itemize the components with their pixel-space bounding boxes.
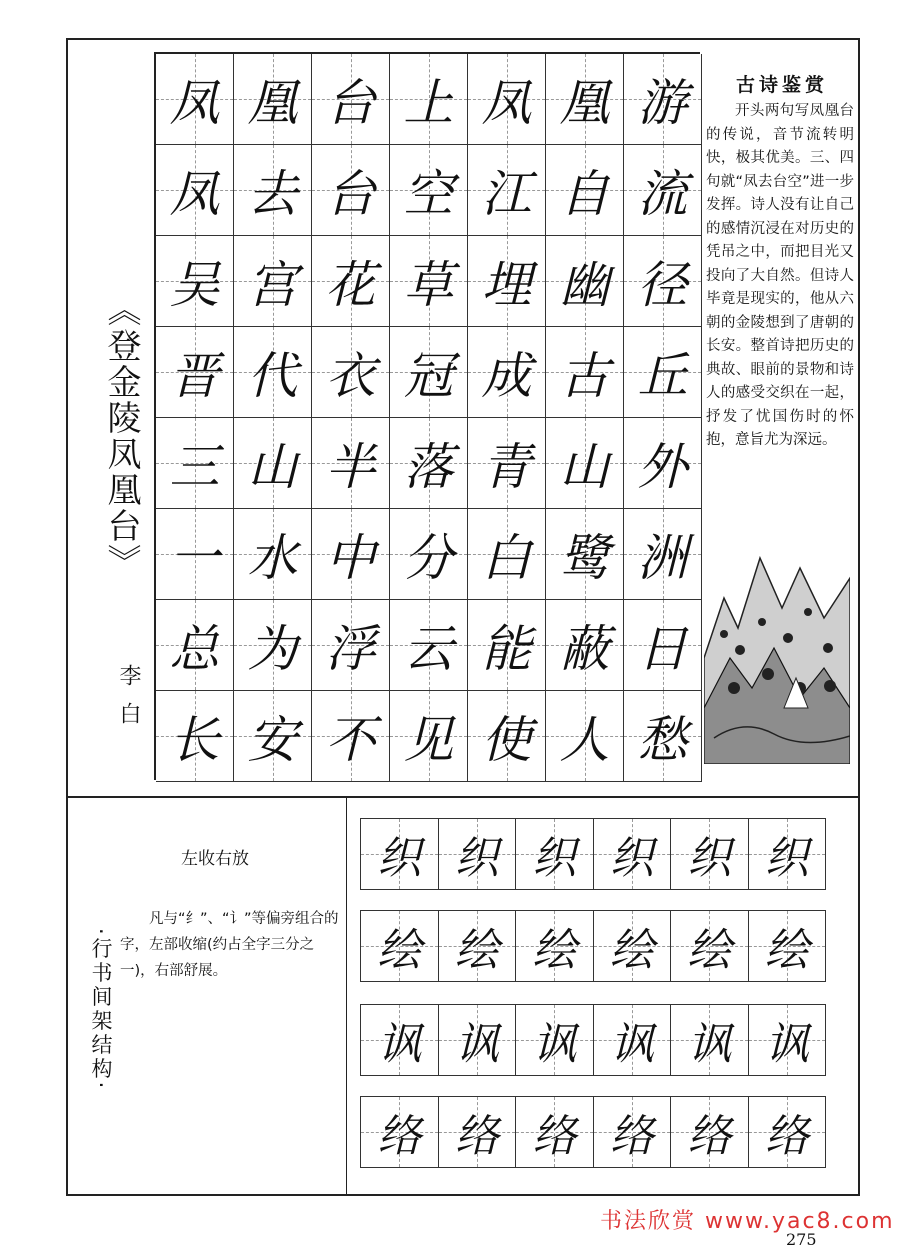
- poem-character: 浮: [325, 620, 376, 678]
- practice-cell: [439, 1005, 517, 1076]
- poem-character: 代: [247, 347, 298, 405]
- poem-cell: [312, 236, 390, 327]
- practice-cell: [361, 911, 439, 982]
- poem-character: 外: [637, 438, 688, 496]
- poem-cell: [156, 145, 234, 236]
- poem-cell: [624, 418, 702, 509]
- poem-cell: [468, 236, 546, 327]
- practice-cell: [516, 1097, 594, 1168]
- practice-character: 络: [764, 1111, 809, 1162]
- poem-cell: [156, 327, 234, 418]
- poem-character: 半: [325, 438, 376, 496]
- practice-cell: [671, 1005, 749, 1076]
- practice-character: 织: [377, 833, 422, 884]
- poem-character: 落: [403, 438, 454, 496]
- poem-character: 总: [169, 620, 220, 678]
- poem-cell: [390, 509, 468, 600]
- practice-row: [360, 910, 826, 982]
- practice-cell: [439, 1097, 517, 1168]
- poem-character: 空: [403, 165, 454, 223]
- poem-cell: [624, 600, 702, 691]
- section-description: 凡与“纟”、“讠”等偏旁组合的字，左部收缩(约占全字三分之一)，右部舒展。: [120, 911, 339, 979]
- practice-character: 织: [532, 833, 577, 884]
- poem-character: 花: [325, 256, 376, 314]
- poem-character: 使: [481, 711, 532, 769]
- poem-character: 愁: [637, 711, 688, 769]
- poem-character: 水: [247, 529, 298, 587]
- page-number: 275: [786, 1230, 817, 1249]
- poem-character: 安: [247, 711, 298, 769]
- note-text: 开头两句写凤凰台的传说，音节流转明快，极其优美。三、四句就“凤去台空”进一步发挥。诗人没有让自己的感情沉浸在对历史的凭吊之中，而把目光又投向了大自然。但诗人毕竟是现实的，他从六朝的金陵想到了唐朝的长安。整首诗把历史的典故、眼前的景物和诗人的感受交织在一起，抒发了忧国伤时的怀抱，意旨尤为深远。: [706, 103, 854, 448]
- poem-character: 白: [481, 529, 532, 587]
- poem-character: 埋: [481, 256, 532, 314]
- poem-cell: [546, 145, 624, 236]
- poem-cell: [312, 327, 390, 418]
- practice-character: 讽: [687, 1019, 732, 1070]
- poem-character: 凰: [247, 74, 298, 132]
- practice-character: 络: [377, 1111, 422, 1162]
- poem-character: 江: [481, 165, 532, 223]
- practice-cell: [749, 1097, 827, 1168]
- practice-character: 织: [609, 833, 654, 884]
- practice-cell: [439, 911, 517, 982]
- practice-cell: [749, 1005, 827, 1076]
- practice-character: 绘: [532, 925, 577, 976]
- poem-character: 冠: [403, 347, 454, 405]
- poem-cell: [312, 145, 390, 236]
- practice-cell: [594, 1005, 672, 1076]
- poem-cell: [234, 145, 312, 236]
- practice-row: [360, 1004, 826, 1076]
- practice-character: 讽: [377, 1019, 422, 1070]
- practice-character: 绘: [687, 925, 732, 976]
- practice-cell: [749, 911, 827, 982]
- poem-cell: [312, 54, 390, 145]
- poem-character: 成: [481, 347, 532, 405]
- poem-character: 台: [325, 165, 376, 223]
- practice-character: 织: [687, 833, 732, 884]
- practice-cell: [516, 819, 594, 890]
- poem-character: 流: [637, 165, 688, 223]
- practice-character: 络: [532, 1111, 577, 1162]
- practice-cell: [516, 1005, 594, 1076]
- poem-character: 丘: [637, 347, 688, 405]
- practice-character: 绘: [454, 925, 499, 976]
- poem-cell: [156, 418, 234, 509]
- practice-row: [360, 1096, 826, 1168]
- poem-cell: [468, 691, 546, 782]
- poem-cell: [390, 145, 468, 236]
- poem-character: 草: [403, 256, 454, 314]
- poem-cell: [234, 54, 312, 145]
- poem-cell: [234, 600, 312, 691]
- practice-cell: [671, 819, 749, 890]
- poem-character: 台: [325, 74, 376, 132]
- practice-cell: [671, 1097, 749, 1168]
- poem-character: 晋: [169, 347, 220, 405]
- poem-cell: [390, 600, 468, 691]
- poem-cell: [468, 327, 546, 418]
- poem-character: 分: [403, 529, 454, 587]
- poem-cell: [312, 509, 390, 600]
- poem-cell: [312, 418, 390, 509]
- poem-character: 凤: [481, 74, 532, 132]
- poem-cell: [468, 145, 546, 236]
- poem-cell: [546, 691, 624, 782]
- practice-character: 讽: [609, 1019, 654, 1070]
- poem-cell: [546, 54, 624, 145]
- section-divider: [66, 796, 860, 798]
- poem-cell: [156, 691, 234, 782]
- poem-cell: [390, 54, 468, 145]
- poem-cell: [468, 54, 546, 145]
- poem-character: 上: [403, 74, 454, 132]
- landscape-illustration: [704, 538, 850, 764]
- poem-character: 三: [169, 438, 220, 496]
- practice-cell: [749, 819, 827, 890]
- poem-character: 中: [325, 529, 376, 587]
- practice-character: 织: [454, 833, 499, 884]
- poem-cell: [624, 54, 702, 145]
- poem-cell: [390, 691, 468, 782]
- poem-cell: [390, 327, 468, 418]
- practice-row: [360, 818, 826, 890]
- poem-grid: [154, 52, 700, 780]
- practice-cell: [361, 1005, 439, 1076]
- poem-cell: [546, 509, 624, 600]
- poem-cell: [390, 418, 468, 509]
- poem-character: 山: [559, 438, 610, 496]
- practice-cell: [594, 1097, 672, 1168]
- practice-character: 讽: [454, 1019, 499, 1070]
- poem-character: 一: [169, 529, 220, 587]
- poem-cell: [546, 418, 624, 509]
- poem-character: 宫: [247, 256, 298, 314]
- poem-cell: [156, 600, 234, 691]
- poem-cell: [546, 600, 624, 691]
- poem-character: 青: [481, 438, 532, 496]
- poem-character: 幽: [559, 256, 610, 314]
- practice-cell: [516, 911, 594, 982]
- section-vertical-title: ·行书间架结构·: [89, 928, 113, 1092]
- site-brand: 书法欣赏 www.yac8.com: [600, 1209, 895, 1234]
- practice-cell: [361, 819, 439, 890]
- poem-character: 不: [325, 711, 376, 769]
- practice-cell: [439, 819, 517, 890]
- poem-character: 蔽: [559, 620, 610, 678]
- poem-cell: [312, 600, 390, 691]
- practice-cell: [594, 819, 672, 890]
- poem-character: 见: [403, 711, 454, 769]
- practice-character: 绘: [764, 925, 809, 976]
- poem-character: 自: [559, 165, 610, 223]
- practice-character: 讽: [532, 1019, 577, 1070]
- poem-character: 长: [169, 711, 220, 769]
- poem-character: 日: [637, 620, 688, 678]
- poem-cell: [546, 236, 624, 327]
- practice-character: 织: [764, 833, 809, 884]
- poem-author: 李白: [116, 664, 141, 740]
- poem-character: 为: [247, 620, 298, 678]
- poem-cell: [624, 236, 702, 327]
- poem-cell: [624, 509, 702, 600]
- note-title: 古诗鉴赏: [735, 74, 828, 96]
- practice-character: 绘: [377, 925, 422, 976]
- poem-cell: [234, 418, 312, 509]
- poem-character: 凤: [169, 74, 220, 132]
- poem-character: 凤: [169, 165, 220, 223]
- poem-cell: [156, 54, 234, 145]
- poem-cell: [156, 236, 234, 327]
- poem-character: 山: [247, 438, 298, 496]
- practice-cell: [361, 1097, 439, 1168]
- practice-cell: [671, 911, 749, 982]
- poem-cell: [624, 327, 702, 418]
- poem-character: 鹭: [559, 529, 610, 587]
- poem-character: 云: [403, 620, 454, 678]
- poem-cell: [234, 691, 312, 782]
- poem-character: 衣: [325, 347, 376, 405]
- poem-cell: [546, 327, 624, 418]
- poem-character: 凰: [559, 74, 610, 132]
- practice-character: 绘: [609, 925, 654, 976]
- poem-character: 径: [637, 256, 688, 314]
- poem-cell: [624, 691, 702, 782]
- poem-character: 能: [481, 620, 532, 678]
- poem-character: 洲: [637, 529, 688, 587]
- poem-cell: [624, 145, 702, 236]
- poem-title: 《登金陵凤凰台》: [101, 292, 141, 580]
- poem-cell: [234, 509, 312, 600]
- poem-cell: [234, 236, 312, 327]
- poem-cell: [156, 509, 234, 600]
- poem-character: 吴: [169, 256, 220, 314]
- poem-character: 去: [247, 165, 298, 223]
- poem-cell: [468, 600, 546, 691]
- poem-character: 游: [637, 74, 688, 132]
- poem-cell: [390, 236, 468, 327]
- poem-character: 古: [559, 347, 610, 405]
- section-heading: 左收右放: [181, 849, 249, 869]
- practice-character: 络: [609, 1111, 654, 1162]
- poem-cell: [468, 418, 546, 509]
- practice-character: 络: [454, 1111, 499, 1162]
- practice-cell: [594, 911, 672, 982]
- bottom-column-divider: [346, 796, 347, 1196]
- poem-cell: [312, 691, 390, 782]
- poem-cell: [468, 509, 546, 600]
- practice-character: 讽: [764, 1019, 809, 1070]
- practice-character: 络: [687, 1111, 732, 1162]
- poem-character: 人: [559, 711, 610, 769]
- poem-cell: [234, 327, 312, 418]
